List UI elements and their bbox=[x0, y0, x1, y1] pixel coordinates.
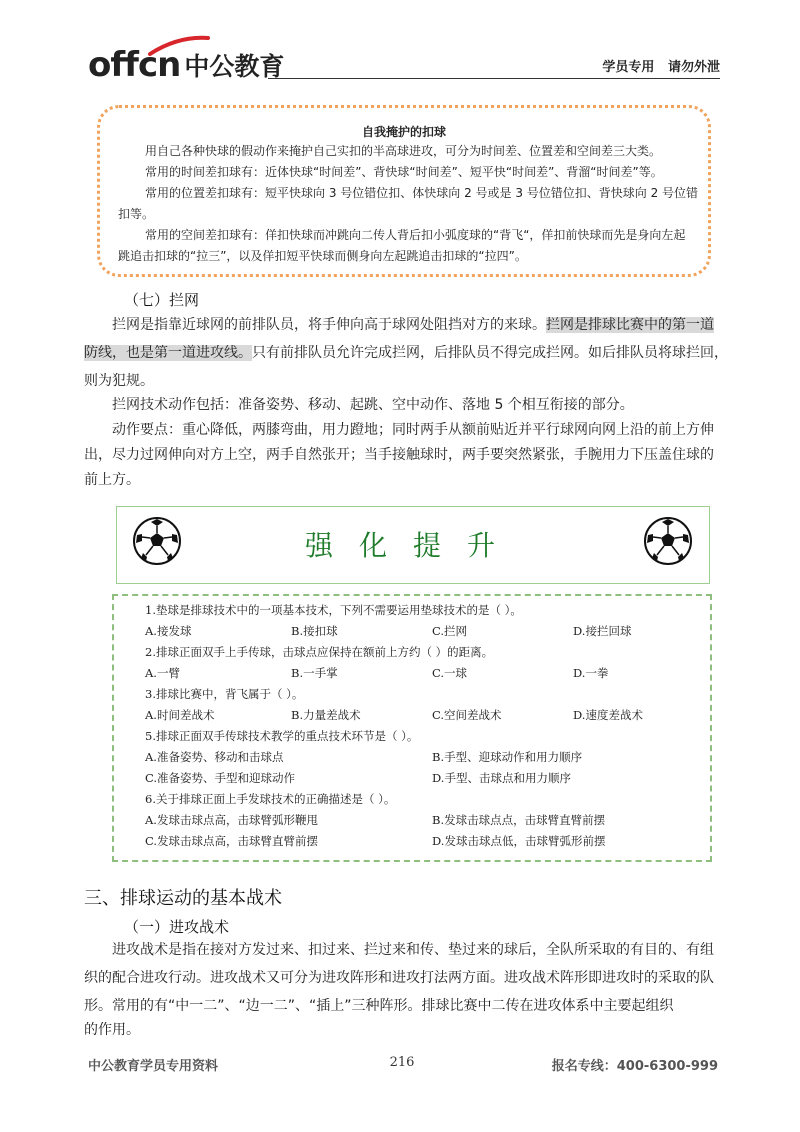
paragraph-line bbox=[84, 339, 728, 367]
paragraph-line: 的作用。 bbox=[84, 1022, 140, 1038]
subsection-heading-attack: （一）进攻战术 bbox=[124, 918, 230, 936]
note-box-title: 自我掩护的扣球 bbox=[361, 125, 446, 139]
question-option: C.准备姿势、手型和迎球动作 bbox=[145, 771, 296, 785]
banner-title: 强化提升 bbox=[304, 529, 521, 562]
question-option: D.发球击球点低，击球臂弧形前摆 bbox=[432, 834, 606, 848]
question-option: B.力量差战术 bbox=[291, 708, 361, 722]
question-option: A.一臂 bbox=[145, 666, 180, 680]
note-line: 用自己各种快球的假动作来掩护自己实扣的半高球进攻，可分为时间差、位置差和空间差三大类。 bbox=[145, 144, 662, 158]
question-option: C.拦网 bbox=[432, 624, 468, 638]
question-stem: 6.关于排球正面上手发球技术的正确描述是（ ）。 bbox=[145, 792, 396, 806]
note-line: 常用的时间差扣球有：近体快球“时间差”、背快球“时间差”、短平快“时间差”、背溜“时间差”等。 bbox=[145, 165, 663, 179]
section-heading-block: （七）拦网 bbox=[124, 291, 200, 309]
footer-source: 中公教育学员专用资料 bbox=[88, 1059, 219, 1074]
paragraph-line: 出，尽力过网伸向对方上空，两手自然张开；当手接触球时，两手要突然紧张，手腕用力下压盖住球的 bbox=[84, 447, 714, 463]
soccer-ball-icon bbox=[643, 516, 693, 566]
question-option: B.发球击球点点，击球臂直臂前摆 bbox=[432, 813, 606, 827]
paragraph-line: 前上方。 bbox=[84, 472, 140, 488]
header-rule bbox=[268, 78, 720, 79]
paragraph-line: 进攻战术是指在接对方发过来、扣过来、拦过来和传、垫过来的球后，全队所采取的有目的、有组 bbox=[112, 942, 714, 958]
question-stem: 2.排球正面双手上手传球，击球点应保持在额前上方约（ ）的距离。 bbox=[145, 645, 494, 659]
paragraph-text: 只有前排队员允许完成拦网，后排队员不得完成拦网。如后排队员将球拦回， bbox=[252, 345, 728, 361]
header-confidential-note: 学员专用 请勿外泄 bbox=[602, 60, 720, 75]
footer-hotline: 报名专线：400-6300-999 bbox=[551, 1059, 718, 1074]
paragraph-line: 拦网技术动作包括：准备姿势、移动、起跳、空中动作、落地 5 个相互衔接的部分。 bbox=[112, 397, 634, 413]
paragraph-line: 形。常用的有“中一二”、“边一二”、“插上”三种阵形。排球比赛中二传在进攻体系中主要起组织 bbox=[84, 998, 674, 1014]
note-line: 扣等。 bbox=[118, 207, 155, 221]
question-option: B.接扣球 bbox=[291, 624, 338, 638]
question-option: C.空间差战术 bbox=[432, 708, 502, 722]
question-option: D.一拳 bbox=[573, 666, 609, 680]
question-option: A.接发球 bbox=[145, 624, 192, 638]
question-stem: 5.排球正面双手传球技术教学的重点技术环节是（ ）。 bbox=[145, 729, 419, 743]
note-line: 常用的位置差扣球有：短平快球向 3 号位错位扣、体快球向 2 号或是 3 号位错位扣、背快球向 2 号位错 bbox=[145, 186, 699, 200]
question-option: D.速度差战术 bbox=[573, 708, 643, 722]
question-option: A.时间差战术 bbox=[145, 708, 215, 722]
paragraph-line: 则为犯规。 bbox=[84, 373, 154, 389]
question-option: D.手型、击球点和用力顺序 bbox=[432, 771, 571, 785]
brand-logo bbox=[88, 42, 285, 85]
note-line: 常用的空间差扣球有：佯扣快球而冲跳向二传人背后扣小弧度球的“背飞“，佯扣前快球而先是身向左起 bbox=[145, 228, 686, 242]
logo-swoosh-icon bbox=[148, 34, 210, 56]
note-line: 跳追击扣球的“拉三”，以及佯扣短平快球而侧身向左起跳追击扣球的“拉四”。 bbox=[118, 249, 527, 263]
question-option: C.一球 bbox=[432, 666, 468, 680]
section-heading-tactics: 三、排球运动的基本战术 bbox=[84, 888, 282, 909]
paragraph-line: 织的配合进攻行动。进攻战术又可分为进攻阵形和进攻打法两方面。进攻战术阵形即进攻时的采取的队 bbox=[84, 970, 714, 986]
question-option: A.发球击球点高，击球臂弧形鞭甩 bbox=[145, 813, 318, 827]
paragraph-text: 拦网是指靠近球网的前排队员，将手伸向高于球网处阻挡对方的来球。 bbox=[112, 317, 546, 333]
highlighted-text: 拦网是排球比赛中的第一道 bbox=[546, 317, 714, 333]
question-option: C.发球击球点高，击球臂直臂前摆 bbox=[145, 834, 319, 848]
question-stem: 3.排球比赛中，背飞属于（ ）。 bbox=[145, 687, 304, 701]
question-option: A.准备姿势、移动和击球点 bbox=[145, 750, 284, 764]
question-stem: 1.垫球是排球技术中的一项基本技术，下列不需要运用垫球技术的是（ ）。 bbox=[145, 603, 522, 617]
logo-wordmark: offcn bbox=[88, 45, 181, 85]
question-option: D.接拦回球 bbox=[573, 624, 632, 638]
paragraph-line bbox=[112, 311, 714, 339]
highlighted-text: 防线，也是第一道进攻线。 bbox=[84, 345, 252, 361]
question-option: B.一手掌 bbox=[291, 666, 338, 680]
question-option: B.手型、迎球动作和用力顺序 bbox=[432, 750, 583, 764]
logo-chinese-name: 中公教育 bbox=[184, 52, 285, 81]
paragraph-line: 动作要点：重心降低，两膝弯曲，用力蹬地；同时两手从额前贴近并平行球网向网上沿的前上方伸 bbox=[112, 422, 714, 438]
page-number: 216 bbox=[389, 1055, 415, 1070]
